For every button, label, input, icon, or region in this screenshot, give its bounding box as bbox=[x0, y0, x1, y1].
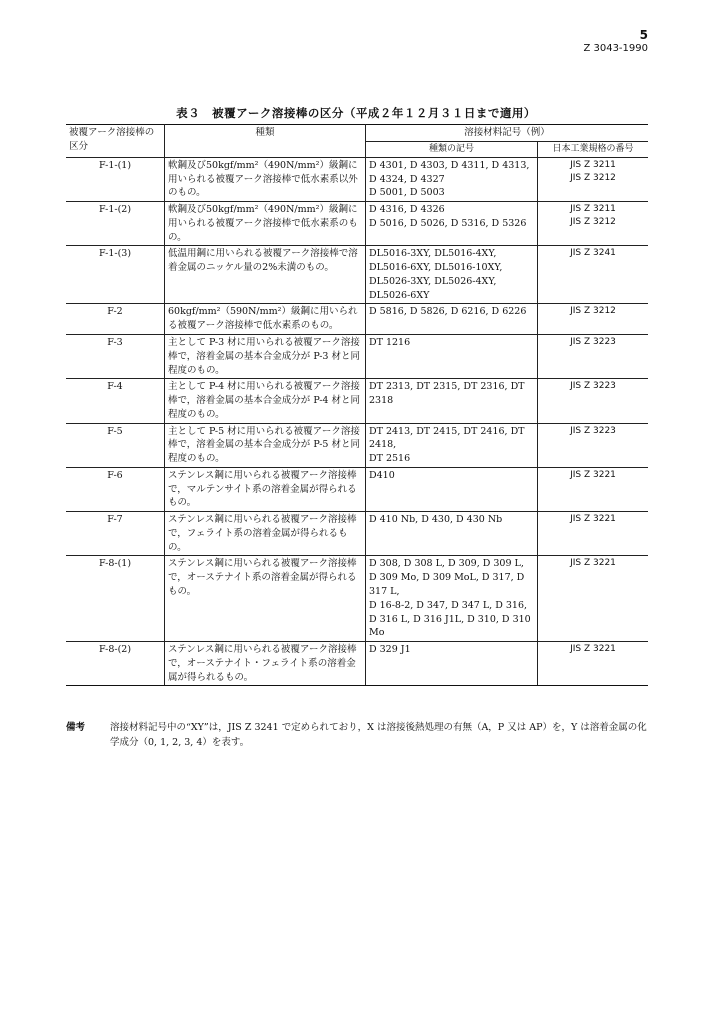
class-code: F-7 bbox=[66, 512, 165, 556]
type-description: 主として P-5 材に用いられる被覆アーク溶接棒で，溶着金属の基本合金成分が P-5 材と同程度のもの。 bbox=[165, 423, 366, 467]
symbol-cell bbox=[366, 556, 538, 642]
type-description: ステンレス鋼に用いられる被覆アーク溶接棒で，マルテンサイト系の溶着金属が得られるもの。 bbox=[165, 467, 366, 511]
type-description: 主として P-3 材に用いられる被覆アーク溶接棒で，溶着金属の基本合金成分が P-3 材と同程度のもの。 bbox=[165, 335, 366, 379]
table-row bbox=[66, 379, 648, 423]
class-code: F-8-(1) bbox=[66, 556, 165, 642]
standard-cell bbox=[538, 246, 649, 304]
class-code: F-3 bbox=[66, 335, 165, 379]
class-code: F-5 bbox=[66, 423, 165, 467]
symbol-cell bbox=[366, 379, 538, 423]
table-row bbox=[66, 304, 648, 335]
symbol-line: D 308, D 308 L, D 309, D 309 L, bbox=[369, 558, 524, 570]
table-row bbox=[66, 423, 648, 467]
symbol-line: D 410 Nb, D 430, D 430 Nb bbox=[369, 514, 503, 526]
symbol-line: D 316 L, D 316 J1L, D 310, D 310 Mo bbox=[369, 613, 531, 639]
standard-line: JIS Z 3221 bbox=[570, 558, 616, 569]
symbol-cell bbox=[366, 335, 538, 379]
symbol-cell bbox=[366, 423, 538, 467]
remarks-label: 備考 bbox=[66, 722, 86, 733]
table-row bbox=[66, 556, 648, 642]
type-description: ステンレス鋼に用いられる被覆アーク溶接棒で，オーステナイト・フェライト系の溶着金属が得られるもの。 bbox=[165, 642, 366, 686]
remarks bbox=[66, 721, 650, 750]
class-code: F-8-(2) bbox=[66, 642, 165, 686]
remarks-text: 溶接材料記号中の“XY”は，JIS Z 3241 で定められており，X は溶接後熱処理の有無（A，P 又は AP）を，Y は溶着金属の化学成分（0, 1, 2, 3, 4）を表す。 bbox=[110, 722, 647, 748]
symbol-line: D 5001, D 5003 bbox=[369, 187, 445, 199]
type-description: ステンレス鋼に用いられる被覆アーク溶接棒で，オーステナイト系の溶着金属が得られるもの。 bbox=[165, 556, 366, 642]
standard-line: JIS Z 3212 bbox=[570, 217, 616, 228]
table-row bbox=[66, 467, 648, 511]
table-row bbox=[66, 157, 648, 201]
standard-line: JIS Z 3221 bbox=[570, 644, 616, 655]
table-title: 表３ 被覆アーク溶接棒の区分（平成２年１２月３１日まで適用） bbox=[176, 106, 536, 120]
standard-cell bbox=[538, 304, 649, 335]
standard-line: JIS Z 3223 bbox=[570, 381, 616, 392]
table-row bbox=[66, 642, 648, 686]
symbol-cell bbox=[366, 304, 538, 335]
standard-line: JIS Z 3212 bbox=[570, 172, 616, 183]
table-body bbox=[66, 157, 648, 686]
page-number: 5 bbox=[639, 28, 648, 42]
type-description: ステンレス鋼に用いられる被覆アーク溶接棒で，フェライト系の溶着金属が得られるもの。 bbox=[165, 512, 366, 556]
symbol-line: DL5026-6XY bbox=[369, 289, 430, 301]
column-header-symbol: 種類の記号 bbox=[366, 141, 538, 157]
document-id: Z 3043-1990 bbox=[583, 43, 648, 54]
standard-line: JIS Z 3221 bbox=[570, 514, 616, 525]
symbol-line: DL5016-3XY, DL5016-4XY, bbox=[369, 248, 497, 260]
symbol-cell bbox=[366, 512, 538, 556]
table-row bbox=[66, 246, 648, 304]
symbol-line: DT 2313, DT 2315, DT 2316, DT 2318 bbox=[369, 381, 525, 407]
symbol-line: D410 bbox=[369, 469, 395, 481]
symbol-line: D 4301, D 4303, D 4311, D 4313, D 4324, D 4327 bbox=[369, 159, 530, 185]
symbol-line: DL5026-3XY, DL5026-4XY, bbox=[369, 275, 497, 287]
symbol-cell bbox=[366, 642, 538, 686]
symbol-line: D 4316, D 4326 bbox=[369, 204, 445, 216]
column-header-symbol-group: 溶接材料記号（例） bbox=[366, 125, 649, 142]
symbol-line: DT 2516 bbox=[369, 453, 411, 465]
column-header-standard: 日本工業規格の番号 bbox=[538, 141, 649, 157]
standard-line: JIS Z 3223 bbox=[570, 425, 616, 436]
standard-cell bbox=[538, 379, 649, 423]
standard-line: JIS Z 3241 bbox=[570, 248, 616, 259]
symbol-line: D 5016, D 5026, D 5316, D 5326 bbox=[369, 217, 527, 229]
type-description: 軟鋼及び50kgf/mm²（490N/mm²）級鋼に用いられる被覆アーク溶接棒で低水素系のもの。 bbox=[165, 202, 366, 246]
standard-line: JIS Z 3211 bbox=[570, 159, 616, 170]
standard-cell bbox=[538, 157, 649, 201]
standard-line: JIS Z 3221 bbox=[570, 469, 616, 480]
standard-cell bbox=[538, 467, 649, 511]
standard-line: JIS Z 3212 bbox=[570, 306, 616, 317]
symbol-cell bbox=[366, 246, 538, 304]
table-row bbox=[66, 512, 648, 556]
class-code: F-1-(2) bbox=[66, 202, 165, 246]
electrode-classification-table bbox=[66, 124, 648, 686]
table-row bbox=[66, 335, 648, 379]
standard-line: JIS Z 3211 bbox=[570, 204, 616, 215]
symbol-line: DT 1216 bbox=[369, 337, 411, 348]
symbol-cell bbox=[366, 467, 538, 511]
standard-cell bbox=[538, 335, 649, 379]
class-code: F-6 bbox=[66, 467, 165, 511]
standard-cell bbox=[538, 423, 649, 467]
symbol-line: D 5816, D 5826, D 6216, D 6226 bbox=[369, 306, 527, 318]
column-header-type: 種類 bbox=[165, 125, 366, 158]
type-description: 低温用鋼に用いられる被覆アーク溶接棒で溶着金属のニッケル量の2%未満のもの。 bbox=[165, 246, 366, 304]
standard-cell bbox=[538, 556, 649, 642]
type-description: 主として P-4 材に用いられる被覆アーク溶接棒で，溶着金属の基本合金成分が P-4 材と同程度のもの。 bbox=[165, 379, 366, 423]
class-code: F-1-(1) bbox=[66, 157, 165, 201]
standard-cell bbox=[538, 642, 649, 686]
symbol-line: DL5016-6XY, DL5016-10XY, bbox=[369, 262, 503, 274]
class-code: F-2 bbox=[66, 304, 165, 335]
standard-line: JIS Z 3223 bbox=[570, 337, 616, 347]
column-header-class: 被覆アーク溶接棒の区分 bbox=[66, 125, 165, 158]
symbol-cell bbox=[366, 202, 538, 246]
standard-cell bbox=[538, 202, 649, 246]
symbol-line: D 329 J1 bbox=[369, 644, 411, 656]
table-row bbox=[66, 202, 648, 246]
class-code: F-4 bbox=[66, 379, 165, 423]
class-code: F-1-(3) bbox=[66, 246, 165, 304]
symbol-line: DT 2413, DT 2415, DT 2416, DT 2418, bbox=[369, 425, 525, 451]
symbol-line: D 309 Mo, D 309 MoL, D 317, D 317 L, bbox=[369, 572, 525, 598]
symbol-cell bbox=[366, 157, 538, 201]
symbol-line: D 16-8-2, D 347, D 347 L, D 316, bbox=[369, 599, 528, 611]
type-description: 軟鋼及び50kgf/mm²（490N/mm²）級鋼に用いられる被覆アーク溶接棒で低水素系以外のもの。 bbox=[165, 157, 366, 201]
standard-cell bbox=[538, 512, 649, 556]
type-description: 60kgf/mm²（590N/mm²）級鋼に用いられる被覆アーク溶接棒で低水素系のもの。 bbox=[165, 304, 366, 335]
